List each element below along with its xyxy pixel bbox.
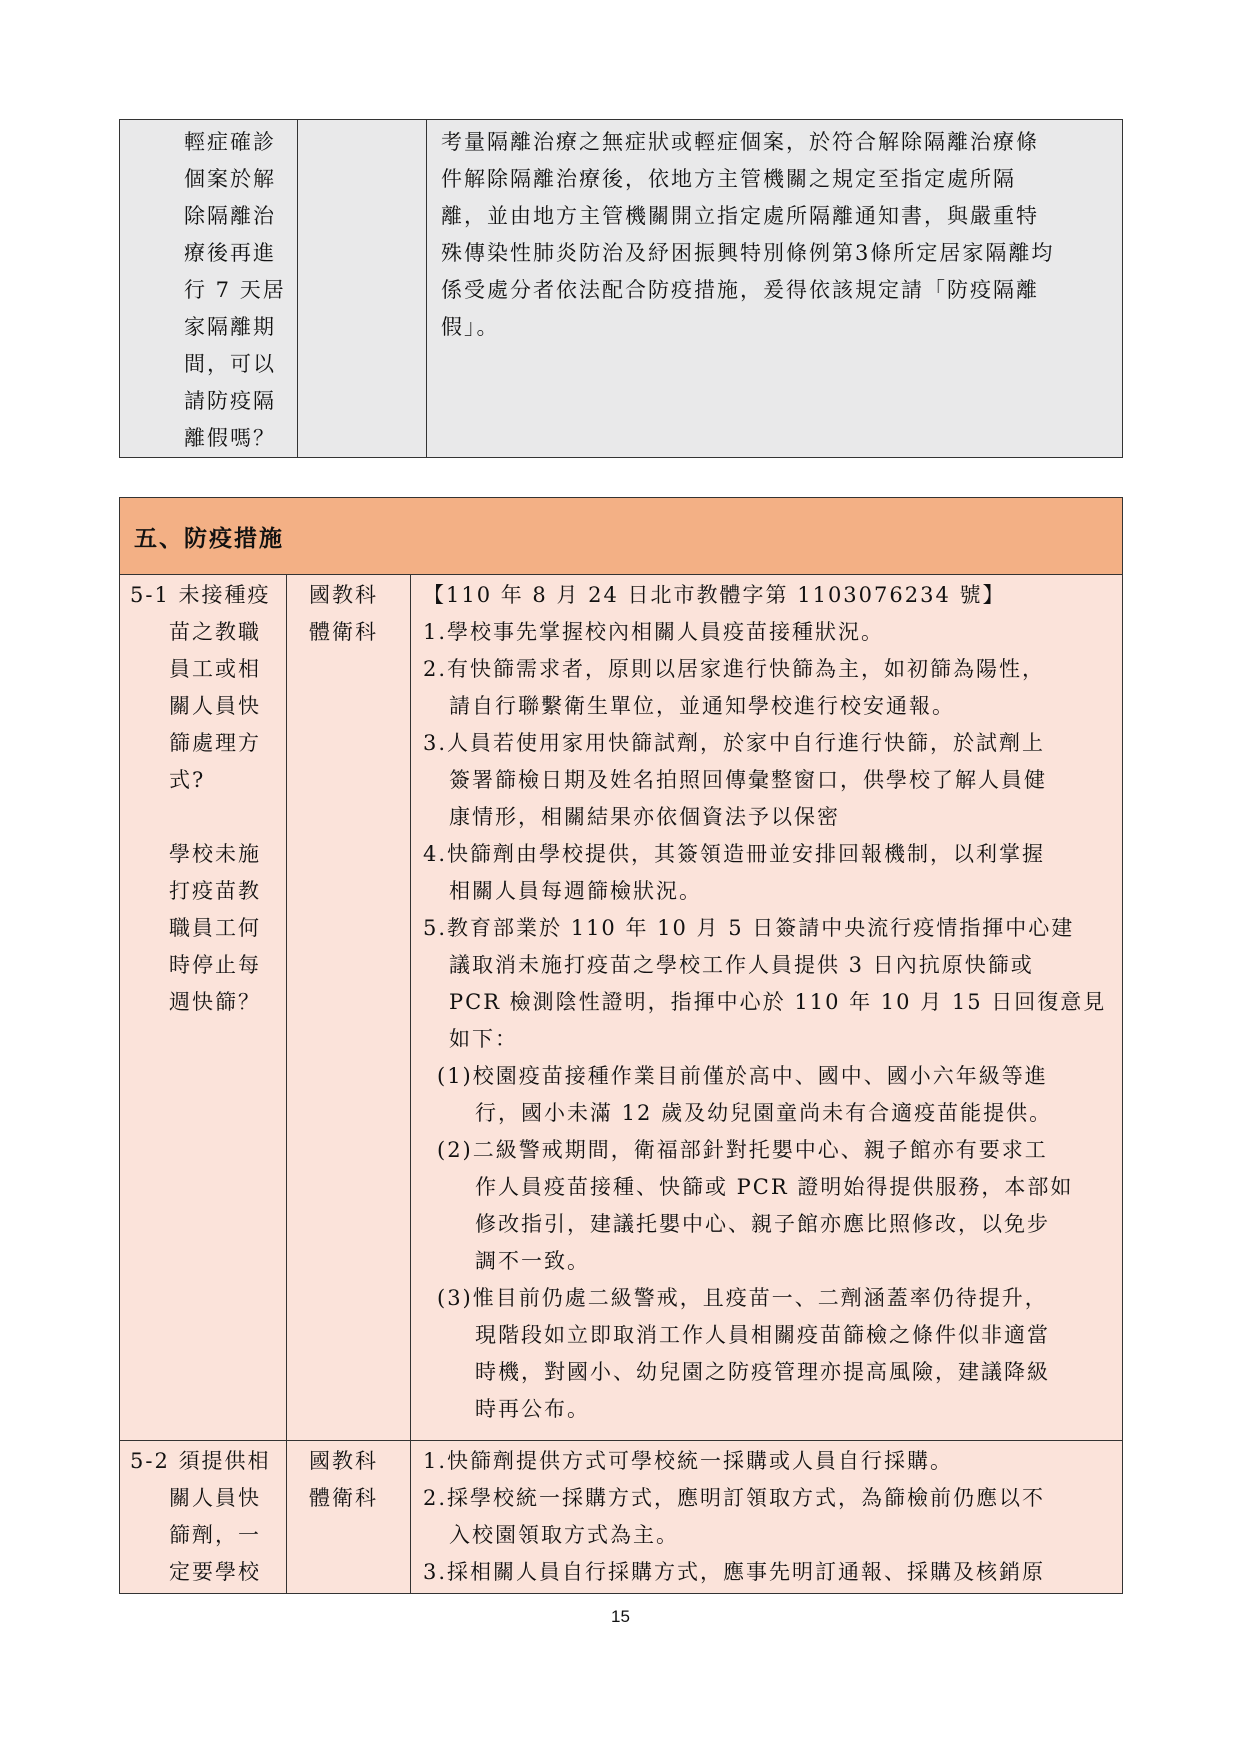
answer-line: 殊傳染性肺炎防治及紓困振興特別條例第3條所定居家隔離均 [441,241,1055,265]
page-number: 15 [611,1607,630,1626]
answer-line: 假」。 [441,315,500,339]
answer-line: 1.快篩劑提供方式可學校統一採購或人員自行採購。 [423,1449,954,1473]
faq-row-5-1 [120,575,1123,1441]
question-line: 間，可以 [184,352,276,376]
unit-cell-empty [298,120,427,458]
question-line: 行 7 天居 [184,278,286,302]
question-line: 定要學校 [169,1560,261,1584]
answer-subitem: (1)校園疫苗接種作業目前僅於高中、國中、國小六年級等進 [437,1064,1048,1088]
question-line: 篩處理方 [169,731,261,755]
question-line: 家隔離期 [184,315,276,339]
question-line: 週快篩？ [169,990,261,1014]
answer-line: 入校園領取方式為主。 [449,1523,679,1547]
unit-cell [287,575,411,1441]
question-line: 個案於解 [184,167,276,191]
answer-line: 離，並由地方主管機關開立指定處所隔離通知書，與嚴重特 [441,204,1039,228]
section-title: 五、防疫措施 [120,498,1123,575]
answer-line: 請自行聯繫衛生單位，並通知學校進行校安通報。 [449,694,955,718]
question-line: 除隔離治 [184,204,276,228]
answer-cell [411,575,1123,1441]
question-line: 5-1 未接種疫 [130,583,271,607]
answer-line: 2.採學校統一採購方式，應明訂領取方式，為篩檢前仍應以不 [423,1486,1046,1510]
question-line: 學校未施 [169,842,261,866]
answer-line: 3.人員若使用家用快篩試劑，於家中自行進行快篩，於試劑上 [423,731,1046,755]
answer-line: 簽署篩檢日期及姓名拍照回傳彙整窗口，供學校了解人員健 [449,768,1047,792]
spacer [130,799,286,836]
answer-header: 【110 年 8 月 24 日北市教體字第 1103076234 號】 [423,583,1006,607]
question-line: 打疫苗教 [169,879,261,903]
faq-row-5-2 [120,1441,1123,1594]
question-line: 輕症確診 [184,130,276,154]
answer-line: 2.有快篩需求者，原則以居家進行快篩為主，如初篩為陽性， [423,657,1046,681]
answer-line: 考量隔離治療之無症狀或輕症個案，於符合解除隔離治療條 [441,130,1039,154]
answer-subitem-line: 行，國小未滿 12 歲及幼兒園童尚未有合適疫苗能提供。 [475,1101,1053,1125]
question-line: 職員工何 [169,916,261,940]
question-line: 關人員快 [169,1486,261,1510]
question-line: 員工或相 [169,657,261,681]
answer-subitem-line: 時機，對國小、幼兒園之防疫管理亦提高風險，建議降級 [475,1360,1050,1384]
answer-subitem-line: 調不一致。 [475,1249,590,1273]
question-line: 時停止每 [169,953,261,977]
answer-line: 相關人員每週篩檢狀況。 [449,879,702,903]
answer-subitem-line: 修改指引，建議托嬰中心、親子館亦應比照修改，以免步 [475,1212,1050,1236]
answer-subitem-line: 時再公布。 [475,1397,590,1421]
question-cell [120,1441,287,1594]
answer-line: 5.教育部業於 110 年 10 月 5 日簽請中央流行疫情指揮中心建 [423,916,1075,940]
faq-table-section-5 [119,497,1123,1594]
question-line: 5-2 須提供相 [130,1449,271,1473]
answer-line: 1.學校事先掌握校內相關人員疫苗接種狀況。 [423,620,885,644]
answer-line: 件解除隔離治療後，依地方主管機關之規定至指定處所隔 [441,167,1016,191]
answer-subitem-line: 作人員疫苗接種、快篩或 PCR 證明始得提供服務，本部如 [475,1175,1074,1199]
question-line: 篩劑，一 [169,1523,261,1547]
question-line: 離假嗎？ [184,426,276,450]
answer-subitem: (3)惟目前仍處二級警戒，且疫苗一、二劑涵蓋率仍待提升， [437,1286,1048,1310]
unit-line: 體衛科 [309,1486,378,1510]
answer-line: PCR 檢測陰性證明，指揮中心於 110 年 10 月 15 日回復意見 [449,990,1107,1014]
question-line: 苗之教職 [169,620,261,644]
faq-row [120,120,1123,458]
answer-line: 3.採相關人員自行採購方式，應事先明訂通報、採購及核銷原 [423,1560,1046,1584]
answer-line: 如下： [449,1027,518,1051]
answer-line: 4.快篩劑由學校提供，其簽領造冊並安排回報機制，以利掌握 [423,842,1046,866]
answer-cell [411,1441,1123,1594]
question-line: 請防疫隔 [184,389,276,413]
question-line: 療後再進 [184,241,276,265]
section-header-row [120,498,1123,575]
question-cell [120,575,287,1441]
question-line: 關人員快 [169,694,261,718]
unit-line: 體衛科 [309,620,378,644]
faq-table-continued [119,119,1123,458]
question-cell [120,120,298,458]
answer-cell [427,120,1123,458]
unit-cell [287,1441,411,1594]
question-line: 式? [169,768,206,792]
answer-line: 康情形，相關結果亦依個資法予以保密 [449,805,840,829]
answer-line: 係受處分者依法配合防疫措施，爰得依該規定請「防疫隔離 [441,278,1039,302]
answer-line: 議取消未施打疫苗之學校工作人員提供 3 日內抗原快篩或 [449,953,1034,977]
answer-subitem-line: 現階段如立即取消工作人員相關疫苗篩檢之條件似非適當 [475,1323,1050,1347]
unit-line: 國教科 [309,583,378,607]
unit-line: 國教科 [309,1449,378,1473]
answer-subitem: (2)二級警戒期間，衛福部針對托嬰中心、親子館亦有要求工 [437,1138,1048,1162]
